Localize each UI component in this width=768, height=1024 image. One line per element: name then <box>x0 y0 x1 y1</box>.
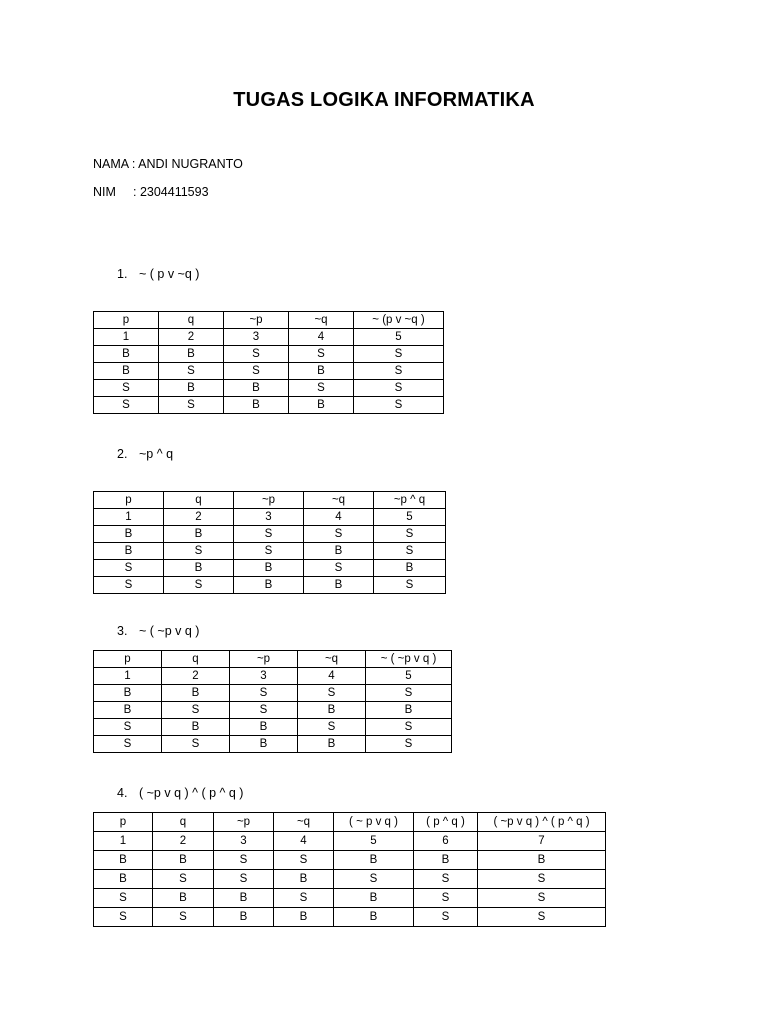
table-cell: 2 <box>162 668 230 685</box>
table-cell: S <box>478 908 606 927</box>
table-row <box>94 736 452 753</box>
table-cell: S <box>230 685 298 702</box>
table-cell: S <box>164 543 234 560</box>
question-4-number: 4. <box>117 786 128 800</box>
table-row <box>94 397 444 414</box>
table-cell: 3 <box>224 329 289 346</box>
table-cell: 5 <box>354 329 444 346</box>
table-cell: 1 <box>94 509 164 526</box>
table-cell: 5 <box>366 668 452 685</box>
table-cell: S <box>214 870 274 889</box>
table-cell: 4 <box>274 832 334 851</box>
table-cell: B <box>94 543 164 560</box>
table-cell: B <box>94 346 159 363</box>
table-cell: B <box>289 397 354 414</box>
header-cell: q <box>153 813 214 832</box>
table-row <box>94 346 444 363</box>
table-cell: S <box>366 719 452 736</box>
question-1-heading <box>117 267 199 281</box>
question-2-number: 2. <box>117 447 128 461</box>
table-cell: 1 <box>94 329 159 346</box>
question-3-expression: ~ ( ~p v q ) <box>139 624 200 638</box>
table-cell: B <box>230 719 298 736</box>
truth-table-3 <box>93 650 452 753</box>
table-cell: S <box>298 719 366 736</box>
header-cell: q <box>164 492 234 509</box>
table-cell: S <box>94 908 153 927</box>
table-header-row <box>94 312 444 329</box>
table-row <box>94 832 606 851</box>
table-header-row <box>94 492 446 509</box>
table-cell: B <box>298 736 366 753</box>
question-3-heading <box>117 624 199 638</box>
table-cell: B <box>234 560 304 577</box>
table-cell: B <box>214 889 274 908</box>
table-cell: B <box>230 736 298 753</box>
table-cell: B <box>334 908 414 927</box>
header-cell: ~q <box>304 492 374 509</box>
table-cell: 6 <box>414 832 478 851</box>
header-cell: ~p <box>230 651 298 668</box>
table-row <box>94 363 444 380</box>
table-cell: B <box>234 577 304 594</box>
table-row <box>94 577 446 594</box>
table-cell: B <box>374 560 446 577</box>
table-cell: S <box>230 702 298 719</box>
table-cell: B <box>334 889 414 908</box>
table-cell: S <box>414 889 478 908</box>
table-cell: S <box>159 397 224 414</box>
table-row <box>94 668 452 685</box>
table-cell: B <box>162 685 230 702</box>
header-cell: ~q <box>274 813 334 832</box>
question-2-heading <box>117 447 173 461</box>
table-cell: B <box>224 380 289 397</box>
question-2-expression: ~p ^ q <box>139 447 174 461</box>
table-cell: S <box>94 397 159 414</box>
table-cell: S <box>289 380 354 397</box>
table-cell: S <box>304 560 374 577</box>
header-cell: ( ~ p v q ) <box>334 813 414 832</box>
table-cell: 5 <box>334 832 414 851</box>
nim-label: NIM <box>93 185 116 199</box>
table-row <box>94 870 606 889</box>
table-header-row <box>94 651 452 668</box>
header-cell: ~q <box>298 651 366 668</box>
header-cell: p <box>94 651 162 668</box>
table-header-row <box>94 813 606 832</box>
question-1-number: 1. <box>117 267 128 281</box>
table-cell: B <box>164 526 234 543</box>
header-cell: ~p <box>234 492 304 509</box>
table-cell: S <box>478 870 606 889</box>
table-cell: S <box>214 851 274 870</box>
table-cell: S <box>366 685 452 702</box>
table-cell: 4 <box>289 329 354 346</box>
table-cell: B <box>274 908 334 927</box>
header-cell: p <box>94 312 159 329</box>
table-cell: B <box>94 851 153 870</box>
table-row <box>94 889 606 908</box>
table-cell: S <box>224 346 289 363</box>
table-cell: S <box>304 526 374 543</box>
table-cell: B <box>94 526 164 543</box>
table-cell: 2 <box>164 509 234 526</box>
table-cell: S <box>366 736 452 753</box>
table-cell: B <box>289 363 354 380</box>
header-cell: ( p ^ q ) <box>414 813 478 832</box>
table-row <box>94 380 444 397</box>
table-cell: S <box>298 685 366 702</box>
table-cell: 4 <box>298 668 366 685</box>
table-row <box>94 702 452 719</box>
table-cell: S <box>478 889 606 908</box>
header-cell: ~p <box>224 312 289 329</box>
table-cell: B <box>159 346 224 363</box>
table-cell: B <box>214 908 274 927</box>
student-name: NAMA : ANDI NUGRANTO <box>93 157 243 171</box>
table-row <box>94 851 606 870</box>
table-row <box>94 685 452 702</box>
table-cell: S <box>162 736 230 753</box>
table-cell: B <box>304 577 374 594</box>
table-cell: S <box>94 736 162 753</box>
table-cell: B <box>94 685 162 702</box>
table-cell: B <box>298 702 366 719</box>
table-cell: B <box>94 870 153 889</box>
student-nim <box>93 185 209 199</box>
header-cell: q <box>159 312 224 329</box>
table-cell: S <box>162 702 230 719</box>
table-cell: B <box>304 543 374 560</box>
table-cell: B <box>153 851 214 870</box>
truth-table-1 <box>93 311 444 414</box>
table-cell: 7 <box>478 832 606 851</box>
table-cell: S <box>414 908 478 927</box>
table-cell: B <box>334 851 414 870</box>
table-cell: B <box>274 870 334 889</box>
table-cell: S <box>164 577 234 594</box>
table-cell: S <box>159 363 224 380</box>
table-cell: B <box>164 560 234 577</box>
truth-table-4 <box>93 812 606 927</box>
table-cell: B <box>478 851 606 870</box>
table-row <box>94 329 444 346</box>
table-cell: S <box>224 363 289 380</box>
table-cell: B <box>224 397 289 414</box>
table-cell: S <box>334 870 414 889</box>
header-cell: ( ~p v q ) ^ ( p ^ q ) <box>478 813 606 832</box>
table-cell: B <box>366 702 452 719</box>
header-cell: ~p <box>214 813 274 832</box>
table-cell: S <box>289 346 354 363</box>
table-cell: B <box>162 719 230 736</box>
table-cell: 2 <box>159 329 224 346</box>
question-4-heading <box>117 786 243 800</box>
table-cell: 4 <box>304 509 374 526</box>
header-cell: q <box>162 651 230 668</box>
question-3-number: 3. <box>117 624 128 638</box>
table-cell: S <box>354 363 444 380</box>
page-title: TUGAS LOGIKA INFORMATIKA <box>233 89 535 111</box>
table-row <box>94 543 446 560</box>
table-cell: B <box>94 363 159 380</box>
table-cell: S <box>354 346 444 363</box>
header-cell: ~ (p v ~q ) <box>354 312 444 329</box>
table-cell: S <box>234 526 304 543</box>
table-row <box>94 719 452 736</box>
table-cell: 2 <box>153 832 214 851</box>
table-cell: B <box>153 889 214 908</box>
table-cell: S <box>94 560 164 577</box>
truth-table-2 <box>93 491 446 594</box>
table-cell: S <box>234 543 304 560</box>
nim-value: : 2304411593 <box>133 185 209 199</box>
table-cell: S <box>94 719 162 736</box>
table-cell: 5 <box>374 509 446 526</box>
table-cell: 1 <box>94 668 162 685</box>
table-row <box>94 560 446 577</box>
table-cell: 1 <box>94 832 153 851</box>
table-cell: S <box>153 908 214 927</box>
table-cell: 3 <box>230 668 298 685</box>
table-cell: S <box>153 870 214 889</box>
header-cell: p <box>94 813 153 832</box>
table-row <box>94 908 606 927</box>
table-cell: S <box>274 889 334 908</box>
table-cell: S <box>354 380 444 397</box>
table-row <box>94 526 446 543</box>
table-cell: B <box>414 851 478 870</box>
table-cell: S <box>414 870 478 889</box>
table-cell: S <box>374 577 446 594</box>
table-cell: S <box>374 543 446 560</box>
table-cell: S <box>94 889 153 908</box>
header-cell: ~p ^ q <box>374 492 446 509</box>
header-cell: p <box>94 492 164 509</box>
table-cell: S <box>354 397 444 414</box>
header-cell: ~ ( ~p v q ) <box>366 651 452 668</box>
question-4-expression: ( ~p v q ) ^ ( p ^ q ) <box>139 786 244 800</box>
table-cell: B <box>159 380 224 397</box>
table-cell: B <box>94 702 162 719</box>
table-cell: 3 <box>234 509 304 526</box>
table-cell: S <box>94 380 159 397</box>
table-row <box>94 509 446 526</box>
header-cell: ~q <box>289 312 354 329</box>
question-1-expression: ~ ( p v ~q ) <box>139 267 200 281</box>
table-cell: S <box>274 851 334 870</box>
table-cell: S <box>374 526 446 543</box>
table-cell: 3 <box>214 832 274 851</box>
table-cell: S <box>94 577 164 594</box>
